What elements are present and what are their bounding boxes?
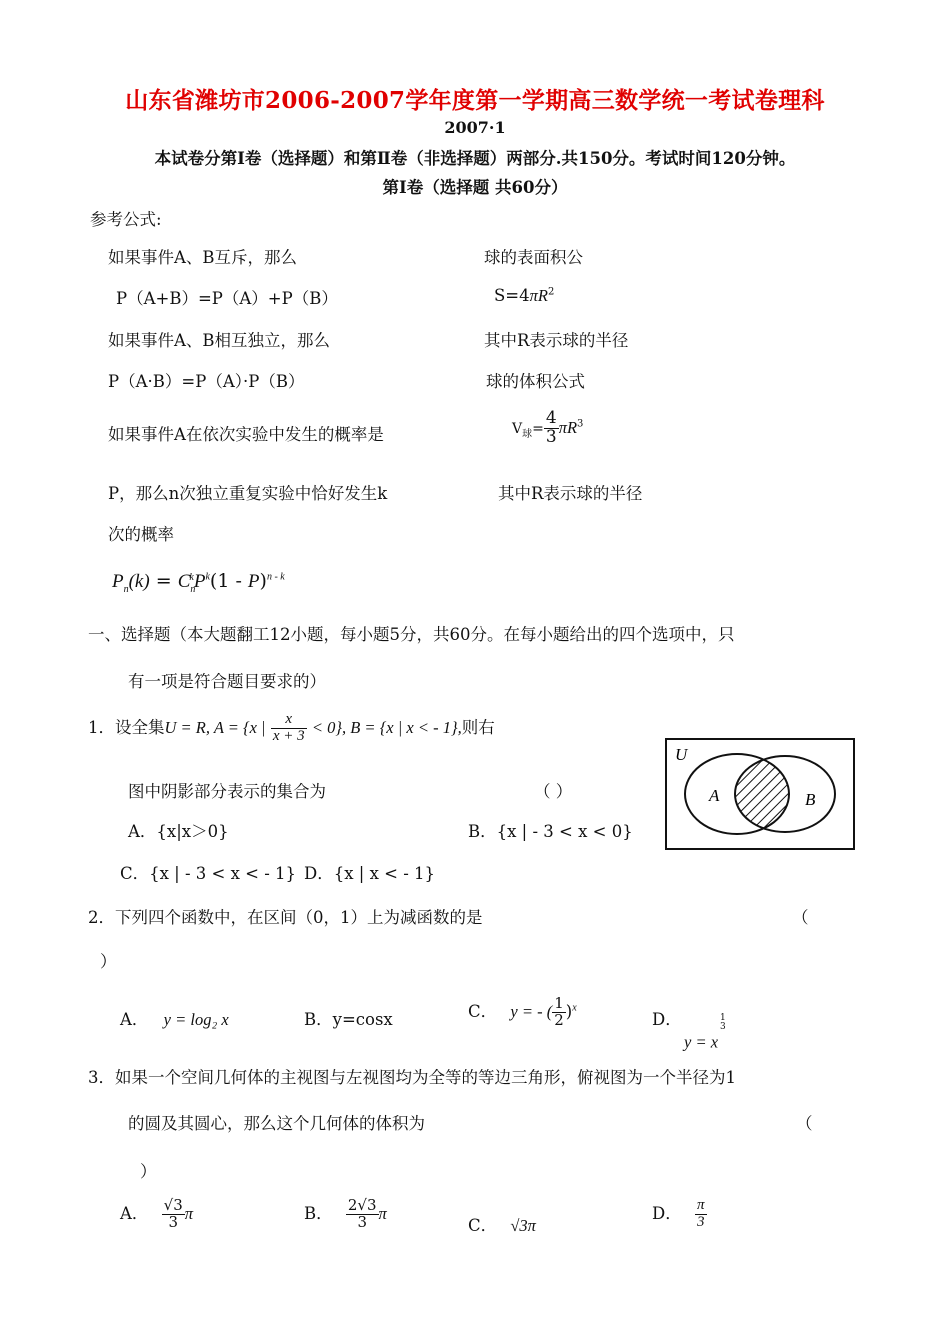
q1-option-d: D．{x | x < - 1}: [304, 864, 436, 883]
sphere-volume-denominator: 3: [545, 426, 557, 447]
q3-d-numerator: π: [696, 1197, 705, 1213]
q3-d-denominator: 3: [696, 1213, 705, 1230]
venn-label-u: U: [675, 745, 688, 764]
q1-option-a: A．{x|x＞0}: [128, 822, 229, 841]
q1-number: 1．设全集: [88, 717, 165, 737]
mutex-text: 如果事件A、B互斥，那么: [108, 248, 298, 267]
q1-stem: [88, 712, 495, 745]
q2-option-d: [684, 1014, 728, 1052]
q3-stem-line2: 的圆及其圆心，那么这个几何体的体积为: [128, 1114, 425, 1133]
q3-a-denominator: 3: [168, 1212, 178, 1231]
q2-c-label: C．: [468, 1001, 498, 1021]
q1-frac-numerator: x: [271, 712, 307, 729]
indep-formula: P（A·B）=P（A）·P（B）: [108, 372, 305, 391]
q2-c-expr: y = - (: [510, 1001, 553, 1021]
q1-answer-paren: （ ）: [534, 782, 573, 801]
venn-label-a: A: [709, 786, 720, 805]
q2-d-expr: y = x: [684, 1032, 719, 1052]
q1-option-c: C．{x | - 3 < x < - 1}: [120, 864, 297, 883]
q3-d-label: D．: [652, 1203, 682, 1223]
q2-a-expr: y = log₂ x: [163, 1010, 229, 1029]
q3-option-c: [468, 1212, 536, 1236]
q3-b-denominator: 3: [357, 1212, 367, 1231]
q2-paren-open: （: [792, 908, 809, 927]
q3-c-expr: √3π: [510, 1216, 536, 1235]
q2-d-exp-numerator: 1: [720, 1013, 726, 1023]
q2-d-exp-denominator: 3: [720, 1022, 726, 1033]
q3-a-numerator: √3: [163, 1196, 183, 1214]
venn-diagram: [665, 738, 855, 850]
exam-intro: 本试卷分第Ⅰ卷（选择题）和第Ⅱ卷（非选择题）两部分.共150分。考试时间120分钟。: [154, 149, 796, 168]
q3-a-label: A．: [120, 1203, 149, 1223]
sphere-volume-label: 球的体积公式: [486, 372, 585, 391]
q3-stem-line1: 3．如果一个空间几何体的主视图与左视图均为全等的等边三角形，俯视图为一个半径为1: [88, 1068, 736, 1087]
part-one-heading: 第Ⅰ卷（选择题 共60分）: [382, 178, 568, 197]
q2-stem: 2．下列四个函数中，在区间（0，1）上为减函数的是: [88, 908, 483, 927]
sphere-volume-numerator: 4: [545, 408, 557, 428]
q2-option-c: C． y = - ( $\frac{1}{2}$ )$^x$: [468, 994, 577, 1029]
q2-c-exponent: x: [572, 1002, 577, 1014]
q1-set-u: U = R, A = {x |: [164, 717, 266, 737]
q3-paren-close: ）: [140, 1162, 157, 1181]
sphere-area-label: 球的表面积公: [484, 248, 583, 267]
section-one-line2: 有一项是符合题目要求的）: [128, 672, 326, 691]
q2-c-denominator: 2: [554, 1010, 564, 1029]
q1-tail: 则右: [461, 717, 495, 737]
prob-text-3: 次的概率: [108, 525, 174, 544]
sphere-area-formula: $S=4\pi R^2$: [494, 286, 555, 305]
q2-option-b: B．y=cosx: [304, 1010, 393, 1029]
sphere-volume-formula: $V_球=$ $\frac{4}{3}$ $\pi R^3$: [512, 408, 584, 447]
mutex-formula: P（A+B）=P（A）+P（B）: [116, 289, 338, 308]
q3-option-a: [120, 1198, 193, 1231]
q2-option-a: [120, 1006, 229, 1030]
q3-b-pi: π: [378, 1203, 387, 1223]
exam-title: 山东省潍坊市2006-2007学年度第一学期高三数学统一考试卷理科: [125, 87, 825, 114]
q3-a-pi: π: [184, 1203, 194, 1223]
radius-note-2: 其中R表示球的半径: [498, 484, 643, 503]
q1-frac-denominator: x + 3: [272, 727, 305, 744]
q3-b-label: B．: [304, 1203, 333, 1223]
prob-text-2: P，那么n次独立重复实验中恰好发生k: [108, 484, 388, 503]
venn-label-b: B: [805, 790, 816, 809]
prob-text-1: 如果事件A在依次实验中发生的概率是: [108, 425, 384, 444]
q2-option-d-label: D．: [652, 1010, 682, 1029]
section-one-line1: 一、选择题（本大题翻工12小题，每小题5分，共60分。在每小题给出的四个选项中，只: [88, 625, 735, 644]
q3-option-d: [652, 1198, 707, 1231]
q3-b-numerator: 2√3: [347, 1196, 377, 1214]
q3-c-label: C．: [468, 1216, 498, 1235]
q1-line2: 图中阴影部分表示的集合为: [128, 782, 326, 801]
formulas-heading: 参考公式:: [90, 210, 162, 229]
q2-a-label: A．: [120, 1010, 149, 1029]
binomial-formula: $P_n(k) = C_n^kP^k(1 - P)^{n - k}$: [112, 570, 285, 595]
q3-option-b: [304, 1198, 387, 1231]
indep-text: 如果事件A、B相互独立，那么: [108, 331, 331, 350]
exam-date: 2007·1: [444, 118, 506, 137]
q2-paren-close: ）: [100, 952, 117, 971]
q3-paren-open: （: [796, 1114, 813, 1133]
radius-note-1: 其中R表示球的半径: [484, 331, 629, 350]
q1-set-rest: < 0}, B = {x | x < - 1},: [311, 717, 462, 737]
q1-option-b: B．{x | - 3 < x < 0}: [468, 822, 633, 841]
q2-c-numerator: 1: [554, 994, 564, 1012]
